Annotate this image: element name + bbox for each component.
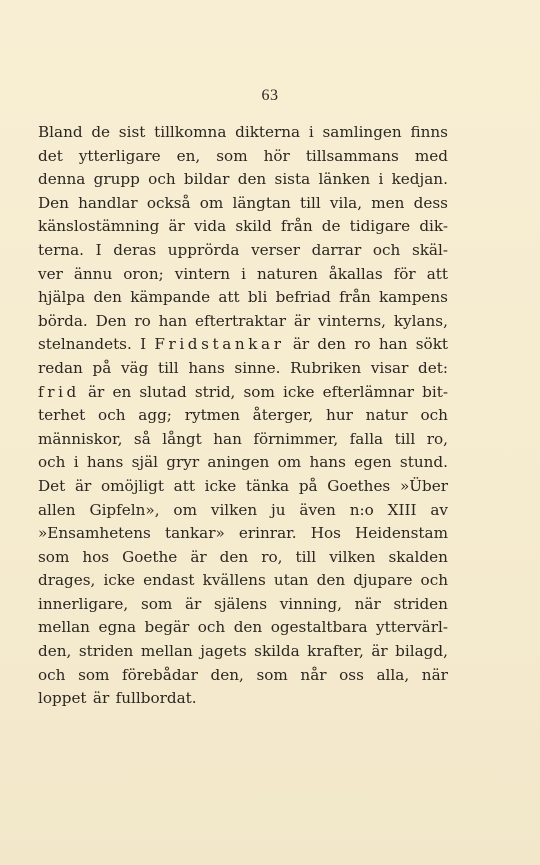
text-line (38, 381, 448, 405)
word: oron; (123, 264, 164, 283)
word: är (292, 335, 310, 354)
word: hans (309, 453, 346, 472)
word: endast (143, 571, 195, 590)
word: bilagd, (395, 642, 448, 661)
word: stelnandets. (38, 335, 132, 354)
word: och (420, 571, 448, 590)
word: av (430, 500, 448, 519)
word: denna (38, 170, 86, 189)
word: Heidenstam (355, 524, 448, 543)
word: Den (95, 311, 127, 330)
word: ju (271, 500, 286, 519)
word: tillkomna (154, 123, 227, 141)
word: frid (38, 382, 80, 401)
word: kvällens (202, 571, 266, 590)
word: vintern (174, 264, 231, 283)
word: i (241, 264, 246, 283)
word: egna (98, 618, 136, 637)
word: dikterna (235, 123, 301, 141)
word: sinne. (234, 358, 281, 377)
word: till (300, 193, 321, 212)
word: ro, (426, 429, 448, 448)
word: begär (144, 618, 190, 637)
word: ytterligare (78, 146, 161, 165)
word: att (426, 264, 448, 283)
word: det (38, 146, 63, 165)
word: ver (38, 264, 63, 283)
word: icke (282, 382, 315, 401)
word: allen (38, 500, 76, 519)
text-line (38, 593, 448, 617)
word: hos (82, 547, 110, 566)
word: tidigare (349, 217, 411, 236)
word: att (173, 476, 195, 495)
text-line (38, 499, 448, 523)
word: rytmen (184, 406, 240, 425)
word: från (280, 217, 313, 236)
text-line (38, 522, 448, 546)
word: kampens (379, 288, 448, 307)
word: sist (118, 123, 146, 141)
word: själens (214, 594, 268, 613)
word: jagets (200, 642, 247, 661)
word: de (91, 123, 111, 141)
text-line (38, 687, 448, 711)
text-line (38, 310, 448, 334)
word: han (158, 311, 188, 330)
word: striden (393, 594, 448, 613)
word: även (299, 500, 336, 519)
word: den, (38, 642, 72, 661)
text-line (38, 333, 448, 357)
word: den (237, 170, 267, 189)
word: med (414, 146, 448, 165)
word: yttervärl- (376, 618, 448, 637)
word: Det (38, 476, 66, 495)
word: når (300, 665, 327, 684)
word: är (92, 689, 110, 708)
word: som (38, 547, 70, 566)
word: kedjan. (391, 170, 448, 189)
word: är (74, 476, 92, 495)
word: bli (247, 288, 268, 307)
text-line (38, 664, 448, 688)
text-line (38, 357, 448, 381)
word: i (378, 170, 384, 189)
word: han (378, 335, 408, 354)
word: också (146, 193, 191, 212)
word: icke (204, 476, 237, 495)
word: Gipfeln», (89, 500, 160, 519)
word: XIII (387, 500, 417, 519)
word: gryr (166, 453, 200, 472)
word: att (218, 288, 240, 307)
word: fullbordat. (115, 689, 197, 708)
word: som (216, 146, 248, 165)
word: hjälpa (38, 288, 86, 307)
text-line (38, 215, 448, 239)
word: som (243, 382, 275, 401)
word: den, (210, 665, 244, 684)
text-line (38, 263, 448, 287)
word: visar (370, 358, 409, 377)
word: mellan (140, 642, 193, 661)
text-line (38, 569, 448, 593)
word: »Über (399, 476, 448, 495)
word: bildar (183, 170, 230, 189)
word: förnimmer, (253, 429, 339, 448)
word: Rubriken (290, 358, 362, 377)
word: skilda (254, 642, 300, 661)
word: om (199, 193, 224, 212)
text-line (38, 145, 448, 169)
word: och (372, 240, 401, 259)
word: börda. (38, 311, 88, 330)
word: ro (354, 335, 371, 354)
word: befriad (275, 288, 331, 307)
word: hur (326, 406, 353, 425)
word: är (190, 547, 207, 566)
text-line (38, 428, 448, 452)
word: om (277, 453, 302, 472)
word: den (219, 547, 249, 566)
word: hans (188, 358, 225, 377)
word: kämpande (130, 288, 211, 307)
word: när (354, 594, 381, 613)
word: vinning, (279, 594, 342, 613)
word: eftertraktar (195, 311, 287, 330)
word: när (421, 665, 448, 684)
word: tillsammans (305, 146, 399, 165)
word: striden (78, 642, 134, 661)
word: drages, (38, 571, 96, 590)
word: sökt (415, 335, 448, 354)
word: samlingen (322, 123, 402, 141)
word: terhet (38, 406, 86, 425)
word: ro (134, 311, 151, 330)
word: redan (38, 358, 83, 377)
word: Hos (310, 524, 341, 543)
body-paragraph (38, 121, 448, 711)
word: dik- (419, 217, 448, 236)
word: vilken (210, 500, 258, 519)
word: tänka (245, 476, 290, 495)
word: långt (162, 429, 202, 448)
word: Fridstankar (154, 335, 285, 354)
word: kylans, (393, 311, 448, 330)
word: i (308, 123, 314, 141)
word: Bland (38, 123, 83, 141)
word: är (371, 642, 388, 661)
word: vida (193, 217, 227, 236)
word: som (140, 594, 173, 613)
word: egen (354, 453, 392, 472)
word: hör (263, 146, 290, 165)
word: den (233, 618, 263, 637)
text-line (38, 451, 448, 475)
word: Den (38, 193, 69, 212)
word: naturen (256, 264, 318, 283)
word: handlar (78, 193, 138, 212)
word: vilken (329, 547, 376, 566)
word: skild (235, 217, 272, 236)
word: krafter, (307, 642, 364, 661)
text-line (38, 475, 448, 499)
text-line (38, 640, 448, 664)
word: vinterns, (318, 311, 386, 330)
word: strid, (194, 382, 236, 401)
word: de (321, 217, 341, 236)
text-line (38, 546, 448, 570)
word: loppet (38, 689, 87, 708)
page-number: 63 (261, 87, 279, 104)
text-line (38, 404, 448, 428)
word: falla (349, 429, 384, 448)
word: ännu (73, 264, 113, 283)
word: dess (413, 193, 448, 212)
word: till (157, 358, 179, 377)
word: deras (113, 240, 157, 259)
word: så (133, 429, 151, 448)
word: det: (418, 358, 448, 377)
word: en (112, 382, 132, 401)
word: sista (274, 170, 311, 189)
word: Goethes (327, 476, 391, 495)
word: upprörda (167, 240, 240, 259)
word: vila, (329, 193, 363, 212)
word: en, (176, 146, 201, 165)
word: erinrar. (238, 524, 297, 543)
word: »Ensamhetens (38, 524, 151, 543)
word: människor, (38, 429, 123, 448)
text-line (38, 121, 448, 145)
word: Goethe (122, 547, 178, 566)
word: ogestaltbara (270, 618, 368, 637)
text-line (38, 286, 448, 310)
word: skalden (388, 547, 448, 566)
word: stund. (399, 453, 448, 472)
word: den (317, 335, 346, 354)
word: och (38, 453, 66, 472)
word: tankar» (165, 524, 225, 543)
word: grupp (93, 170, 140, 189)
word: är (88, 382, 105, 401)
word: men (371, 193, 405, 212)
word: han (213, 429, 242, 448)
word: djupare (353, 571, 413, 590)
word: och (38, 665, 66, 684)
text-line (38, 616, 448, 640)
word: förebådar (122, 665, 198, 684)
word: väg (120, 358, 149, 377)
word: åkallas (328, 264, 383, 283)
word: och (148, 170, 176, 189)
word: oss (339, 665, 364, 684)
word: bit- (422, 382, 448, 401)
word: hans (86, 453, 124, 472)
word: terna. (38, 240, 85, 259)
word: återger, (252, 406, 314, 425)
word: den (93, 288, 122, 307)
word: och (98, 406, 126, 425)
word: darrar (311, 240, 362, 259)
word: icke (103, 571, 136, 590)
word: omöjligt (101, 476, 164, 495)
word: längtan (232, 193, 291, 212)
word: för (393, 264, 416, 283)
word: är (185, 594, 202, 613)
word: n:o (349, 500, 374, 519)
word: på (92, 358, 112, 377)
word: och (197, 618, 226, 637)
word: till (394, 429, 416, 448)
word: själ (131, 453, 158, 472)
word: slutad (139, 382, 187, 401)
word: i (73, 453, 79, 472)
word: är (293, 311, 311, 330)
word: innerligare, (38, 594, 129, 613)
word: natur (365, 406, 408, 425)
word: efterlämnar (322, 382, 415, 401)
word: mellan (38, 618, 90, 637)
word: är (168, 217, 185, 236)
word: till (295, 547, 317, 566)
word: länken (318, 170, 371, 189)
word: som (78, 665, 110, 684)
word: den (316, 571, 346, 590)
word: I (140, 335, 147, 354)
word: på (298, 476, 318, 495)
word: utan (273, 571, 309, 590)
word: finns (410, 123, 448, 141)
word: och (420, 406, 448, 425)
text-line (38, 239, 448, 263)
word: känslostämning (38, 217, 160, 236)
text-line (38, 168, 448, 192)
word: skäl- (411, 240, 448, 259)
word: ro, (261, 547, 283, 566)
word: om (173, 500, 197, 519)
word: verser (251, 240, 300, 259)
word: som (256, 665, 288, 684)
word: från (339, 288, 371, 307)
word: agg; (138, 406, 172, 425)
word: alla, (376, 665, 410, 684)
word: aningen (207, 453, 270, 472)
text-line (38, 192, 448, 216)
word: I (95, 240, 102, 259)
